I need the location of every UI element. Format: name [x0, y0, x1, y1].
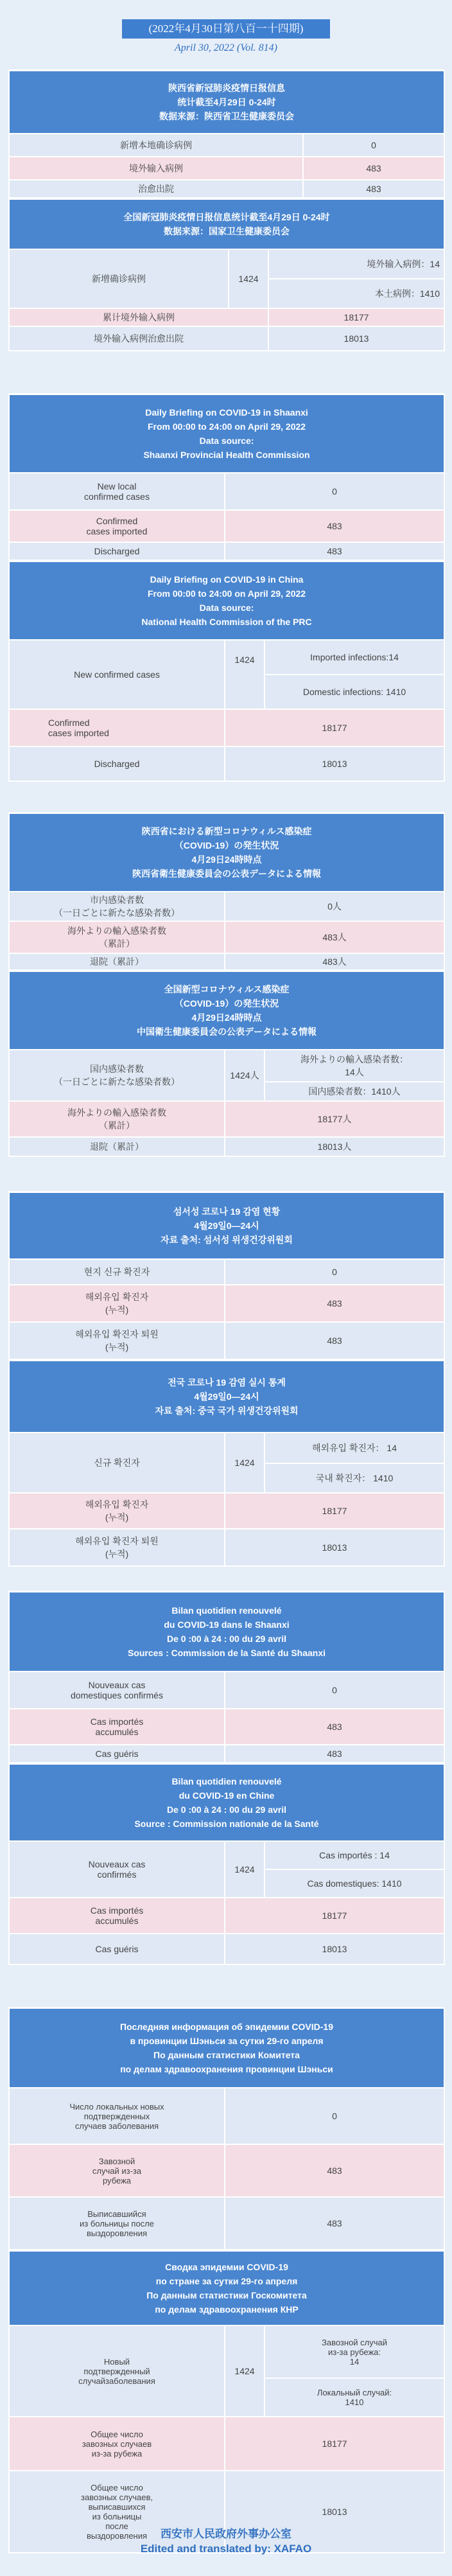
zh-shaanxi-title-1: 陕西省新冠肺炎疫情日报信息 — [168, 83, 285, 93]
en-china-row3-label: Discharged — [9, 746, 225, 781]
ko-china-header — [9, 1361, 444, 1433]
ru-shaanxi-row3-label — [9, 2197, 225, 2250]
ja-shaanxi-title-4: 陝西省衛生健康委員会の公表データによる情報 — [132, 869, 321, 879]
ru-china-title-3: По данным статистики Госкомитета — [146, 2290, 307, 2300]
ja-china-header — [9, 971, 444, 1050]
ja-shaanxi-row1-value: 0人 — [225, 892, 444, 921]
ko-shaanxi-row3-label — [9, 1322, 225, 1359]
ru-china-row2-label — [9, 2417, 225, 2471]
ru-shaanxi-title-1: Последняя информация об эпидемии COVID-19 — [120, 2022, 333, 2032]
en-china-row2-label-a: Confirmed — [48, 718, 90, 728]
ru-shaanxi-row2-label-a: Завозной — [98, 2156, 135, 2166]
fr-china-new-label-a: Nouveaux cas — [88, 1859, 146, 1869]
en-shaanxi-row2-value: 483 — [225, 510, 444, 542]
zh-china-row2-label: 累计境外输入病例 — [9, 308, 268, 326]
ko-china-row3-label — [9, 1529, 225, 1566]
ru-china-imported-a: Завозной случай — [322, 2337, 388, 2347]
ru-china-header — [9, 2251, 444, 2325]
table-row — [9, 953, 444, 970]
ja-china-imported-b: 14人 — [345, 1067, 364, 1077]
en-china-row2-label — [9, 709, 225, 746]
ru-china-row3-label-f: выздоровления — [86, 2531, 148, 2541]
fr-shaanxi-row1-label-b: domestiques confirmés — [71, 1690, 163, 1700]
table-row — [9, 1898, 444, 1934]
ja-china-imported-a: 海外よりの輸入感染者数： — [300, 1054, 408, 1064]
ko-shaanxi-title-1: 섬서성 코로나 19 감염 현황 — [173, 1206, 281, 1217]
ja-shaanxi-row2-label — [9, 921, 225, 953]
ko-china-new-value: 1424 — [225, 1433, 265, 1493]
table-row — [9, 640, 444, 675]
table-row — [9, 1322, 444, 1359]
fr-china-row2-value: 18177 — [225, 1898, 444, 1934]
ru-shaanxi-row1-value: 0 — [225, 2088, 444, 2144]
ja-shaanxi-row2-label-b: （累計） — [99, 939, 135, 949]
table-row — [9, 180, 444, 198]
ja-china-title-1: 全国新型コロナウィルス感染症 — [164, 984, 290, 994]
table-row — [9, 1137, 444, 1156]
en-china-new-value: 1424 — [225, 640, 265, 709]
fr-shaanxi-row1-label — [9, 1672, 225, 1709]
zh-shaanxi-row1-value: 0 — [303, 134, 444, 157]
table-row — [9, 249, 444, 279]
fr-china-title-1: Bilan quotidien renouvelé — [171, 1776, 282, 1786]
en-shaanxi-table — [8, 394, 445, 561]
ko-china-imported: 해외유입 확진자： 14 — [265, 1433, 444, 1463]
zh-shaanxi-row1-label: 新增本地确诊病例 — [9, 134, 303, 157]
ko-china-title-2: 4월29일0—24시 — [194, 1391, 259, 1402]
ko-china-row2-label-a: 해외유입 확진자 — [85, 1499, 149, 1510]
fr-china-row2-label-a: Cas importés — [90, 1905, 144, 1916]
ko-shaanxi-header — [9, 1192, 444, 1259]
ru-china-local-b: 1410 — [345, 2397, 364, 2407]
en-shaanxi-title-4: Shaanxi Provincial Health Commission — [143, 450, 310, 460]
ja-shaanxi-row1-label — [9, 892, 225, 921]
en-china-title-2: From 00:00 to 24:00 on April 29, 2022 — [147, 588, 306, 599]
en-china-title-4: National Health Commission of the PRC — [141, 617, 312, 627]
table-row — [9, 1493, 444, 1529]
en-china-title-3: Data source: — [199, 603, 254, 613]
en-shaanxi-row1-value: 0 — [225, 473, 444, 510]
fr-section — [8, 1591, 444, 1965]
fr-china-new-label — [9, 1841, 225, 1898]
zh-china-local: 本土病例：1410 — [268, 279, 444, 308]
table-row — [9, 1841, 444, 1869]
en-china-row2-value: 18177 — [225, 709, 444, 746]
fr-china-row2-label-b: accumulés — [95, 1916, 139, 1926]
en-shaanxi-row3-value: 483 — [225, 542, 444, 560]
ja-china-row3-label: 退院（累計） — [9, 1137, 225, 1156]
table-row — [9, 921, 444, 953]
fr-shaanxi-row2-value: 483 — [225, 1709, 444, 1745]
ko-china-local: 국내 확진자： 1410 — [265, 1463, 444, 1493]
ru-china-row2-label-b: завозных случаев — [82, 2439, 152, 2449]
ru-shaanxi-title-4: по делам здравоохранения провинции Шэньси — [120, 2064, 333, 2074]
ru-china-local — [265, 2378, 444, 2417]
table-row — [9, 510, 444, 542]
fr-china-title-4: Source : Commission nationale de la Santé — [134, 1819, 319, 1829]
ko-shaanxi-row1-value: 0 — [225, 1259, 444, 1285]
fr-china-table — [8, 1763, 445, 1965]
ru-shaanxi-row3-label-b: из больницы после — [79, 2218, 154, 2228]
ko-shaanxi-row2-label-a: 해외유입 확진자 — [85, 1292, 149, 1302]
en-china-row3-value: 18013 — [225, 746, 444, 781]
ru-shaanxi-table — [8, 2007, 445, 2250]
ru-china-title-2: по стране за сутки 29-го апреля — [155, 2276, 298, 2286]
zh-shaanxi-table — [8, 70, 445, 198]
ja-shaanxi-title-2: （COVID-19）の発生状況 — [174, 840, 279, 851]
ru-china-imported — [265, 2325, 444, 2378]
ru-shaanxi-row2-value: 483 — [225, 2144, 444, 2197]
ru-shaanxi-row3-label-a: Выписавшийся — [87, 2209, 146, 2219]
ru-china-row3-value: 18013 — [225, 2471, 444, 2553]
zh-china-new-value: 1424 — [229, 249, 268, 308]
table-row — [9, 2325, 444, 2378]
table-row — [9, 1285, 444, 1322]
ru-china-row2-label-c: из-за рубежа — [91, 2448, 143, 2458]
zh-china-title-1: 全国新冠肺炎疫情日报信息统计截至4月29日 0-24时 — [123, 212, 330, 222]
ja-shaanxi-header — [9, 813, 444, 892]
zh-china-imported: 境外输入病例：14 — [268, 249, 444, 279]
fr-china-title-2: du COVID-19 en Chine — [178, 1790, 275, 1801]
ja-shaanxi-row1-label-b: （一日ごとに新たな感染者数） — [54, 908, 180, 918]
zh-shaanxi-row3-value: 483 — [303, 180, 444, 198]
zh-china-row3-value: 18013 — [268, 326, 444, 351]
ko-china-row2-label-b: (누적) — [105, 1512, 129, 1522]
en-shaanxi-row2-label-a: Confirmed — [96, 516, 138, 526]
ko-shaanxi-row2-label — [9, 1285, 225, 1322]
ja-shaanxi-row2-label-a: 海外よりの輸入感染者数 — [67, 926, 166, 936]
en-china-local: Domestic infections: 1410 — [265, 675, 444, 709]
ko-china-row2-value: 18177 — [225, 1493, 444, 1529]
ko-china-title-3: 자료 출처: 중국 국가 위생건강위원회 — [155, 1406, 299, 1416]
ko-china-row3-label-b: (누적) — [105, 1549, 129, 1559]
fr-china-imported: Cas importés : 14 — [265, 1841, 444, 1869]
fr-china-new-value: 1424 — [225, 1841, 265, 1898]
fr-china-row3-label: Cas guéris — [9, 1934, 225, 1964]
ru-china-row3-label-b: завозных случаев, — [81, 2492, 153, 2502]
table-row — [9, 1745, 444, 1763]
fr-shaanxi-title-4: Sources : Commission de la Santé du Shaanxi — [127, 1648, 326, 1658]
ru-shaanxi-row2-label-c: рубежа — [102, 2175, 132, 2185]
ja-china-row3-value: 18013人 — [225, 1137, 444, 1156]
en-shaanxi-title-1: Daily Briefing on COVID-19 in Shaanxi — [145, 407, 308, 418]
ru-china-row2-label-a: Общее число — [91, 2429, 143, 2439]
ja-china-new-value: 1424人 — [225, 1050, 265, 1101]
ko-china-row3-label-a: 해외유입 확진자 퇴원 — [75, 1536, 159, 1546]
fr-china-header — [9, 1764, 444, 1841]
ja-china-local: 国内感染者数：1410人 — [265, 1082, 444, 1101]
en-shaanxi-row1-label-a: New local — [97, 481, 137, 491]
fr-shaanxi-row1-value: 0 — [225, 1672, 444, 1709]
ru-china-title-4: по делам здравоохранения КНР — [155, 2304, 299, 2315]
en-china-header — [9, 561, 444, 640]
table-row — [9, 473, 444, 510]
ja-shaanxi-table — [8, 813, 445, 971]
ko-shaanxi-title-2: 4월29일0—24시 — [194, 1221, 259, 1231]
table-row — [9, 1259, 444, 1285]
ru-china-row3-label-d: из больницы — [92, 2512, 142, 2521]
ru-china-row2-value: 18177 — [225, 2417, 444, 2471]
zh-section — [8, 69, 444, 351]
fr-shaanxi-row1-label-a: Nouveaux cas — [88, 1680, 146, 1690]
table-row — [9, 709, 444, 746]
en-shaanxi-row1-label-b: confirmed cases — [84, 491, 150, 502]
fr-shaanxi-title-1: Bilan quotidien renouvelé — [171, 1605, 282, 1616]
table-row — [9, 1433, 444, 1463]
en-china-title-1: Daily Briefing on COVID-19 in China — [150, 574, 304, 585]
ru-shaanxi-title-3: По данным статистики Комитета — [153, 2050, 300, 2060]
ru-china-table — [8, 2250, 445, 2554]
en-shaanxi-row2-label — [9, 510, 225, 542]
ru-china-local-a: Локальный случай: — [317, 2388, 392, 2397]
zh-china-row3-label: 境外输入病例治愈出院 — [9, 326, 268, 351]
ru-china-imported-b: из-за рубежа: — [328, 2347, 381, 2357]
ru-china-new-value: 1424 — [225, 2325, 265, 2417]
table-row — [9, 1050, 444, 1082]
table-row — [9, 1709, 444, 1745]
en-china-row2-label-b: cases imported — [48, 728, 109, 738]
en-section — [8, 393, 444, 782]
footer-office-name: 西安市人民政府外事办公室 — [161, 2528, 291, 2540]
ru-shaanxi-row1-label — [9, 2088, 225, 2144]
ja-shaanxi-row3-value: 483人 — [225, 953, 444, 970]
ja-china-new-label-b: （一日ごとに新たな感染者数） — [54, 1077, 180, 1087]
en-shaanxi-title-2: From 00:00 to 24:00 on April 29, 2022 — [147, 421, 306, 432]
fr-shaanxi-row2-label-a: Cas importés — [90, 1716, 144, 1727]
en-shaanxi-row1-label — [9, 473, 225, 510]
ru-shaanxi-row3-label-c: выздоровления — [86, 2228, 148, 2238]
ko-shaanxi-row2-value: 483 — [225, 1285, 444, 1322]
ja-shaanxi-title-1: 陝西省における新型コロナウィルス感染症 — [141, 826, 312, 836]
ru-shaanxi-title-2: в провинции Шэньси за сутки 29-го апреля — [130, 2036, 324, 2046]
table-row — [9, 2144, 444, 2197]
en-china-new-label: New confirmed cases — [9, 640, 225, 709]
ru-china-new-label-a: Новый — [103, 2356, 130, 2367]
ja-china-new-label-a: 国内感染者数 — [90, 1064, 144, 1074]
fr-china-local: Cas domestiques: 1410 — [265, 1869, 444, 1898]
ja-shaanxi-row1-label-a: 市内感染者数 — [90, 895, 144, 905]
ko-shaanxi-row3-label-a: 해외유입 확진자 퇴원 — [75, 1329, 159, 1339]
zh-china-row2-value: 18177 — [268, 308, 444, 326]
ko-china-new-label: 신규 확진자 — [9, 1433, 225, 1493]
zh-shaanxi-row2-label: 境外输入病例 — [9, 157, 303, 180]
ko-shaanxi-table — [8, 1192, 445, 1360]
table-row — [9, 892, 444, 921]
ja-china-new-label — [9, 1050, 225, 1101]
ko-shaanxi-title-3: 자료 출처: 섬서성 위생건강위원회 — [161, 1235, 293, 1245]
ko-shaanxi-row1-label: 현지 신규 확진자 — [9, 1259, 225, 1285]
issue-badge: (2022年4月30日第八百一十四期) — [122, 19, 330, 39]
ru-china-new-label-b: подтвержденный — [83, 2366, 150, 2376]
fr-china-title-3: De 0 :00 à 24 : 00 du 29 avril — [167, 1804, 286, 1815]
ru-china-row3-label-a: Общее число — [91, 2483, 143, 2492]
ja-china-row2-label-b: （累計） — [99, 1120, 135, 1131]
table-row — [9, 134, 444, 157]
ru-shaanxi-row1-label-b: подтвержденных — [83, 2111, 150, 2121]
table-row — [9, 1529, 444, 1566]
fr-shaanxi-row3-label: Cas guéris — [9, 1745, 225, 1763]
table-row — [9, 2088, 444, 2144]
ko-china-table — [8, 1360, 445, 1567]
zh-china-table — [8, 198, 445, 351]
zh-shaanxi-header — [9, 71, 444, 134]
ko-section — [8, 1191, 444, 1567]
zh-china-title-2: 数据来源：国家卫生健康委员会 — [164, 226, 290, 236]
ru-shaanxi-row1-label-c: случаев заболевания — [74, 2121, 159, 2131]
ja-shaanxi-title-3: 4月29日24時時点 — [191, 854, 262, 865]
table-row — [9, 542, 444, 560]
table-row — [9, 1101, 444, 1137]
ja-shaanxi-row2-value: 483人 — [225, 921, 444, 953]
ko-china-row3-value: 18013 — [225, 1529, 444, 1566]
fr-shaanxi-header — [9, 1592, 444, 1672]
ja-china-imported — [265, 1050, 444, 1082]
zh-shaanxi-row2-value: 483 — [303, 157, 444, 180]
fr-china-row3-value: 18013 — [225, 1934, 444, 1964]
fr-china-new-label-b: confirmés — [97, 1869, 137, 1880]
ru-shaanxi-row2-label — [9, 2144, 225, 2197]
table-row — [9, 326, 444, 351]
ja-china-row2-value: 18177人 — [225, 1101, 444, 1137]
ja-china-row2-label-a: 海外よりの輸入感染者数 — [67, 1107, 166, 1118]
table-row — [9, 2197, 444, 2250]
fr-shaanxi-row2-label-b: accumulés — [95, 1727, 139, 1737]
fr-shaanxi-title-2: du COVID-19 dans le Shaanxi — [164, 1619, 290, 1630]
fr-shaanxi-table — [8, 1591, 445, 1763]
ja-china-title-3: 4月29日24時時点 — [191, 1012, 262, 1023]
en-china-table — [8, 561, 445, 782]
ja-china-title-4: 中国衛生健康委員会の公表データによる情報 — [137, 1027, 317, 1037]
table-row — [9, 157, 444, 180]
ru-shaanxi-row3-value: 483 — [225, 2197, 444, 2250]
table-row — [9, 1934, 444, 1964]
fr-shaanxi-row3-value: 483 — [225, 1745, 444, 1763]
issue-date: April 30, 2022 (Vol. 814) — [175, 42, 277, 53]
en-shaanxi-header — [9, 394, 444, 473]
ko-china-row2-label — [9, 1493, 225, 1529]
ja-china-row2-label — [9, 1101, 225, 1137]
ko-shaanxi-row3-value: 483 — [225, 1322, 444, 1359]
en-china-imported: Imported infections:14 — [265, 640, 444, 675]
table-row — [9, 2417, 444, 2471]
fr-china-row2-label — [9, 1898, 225, 1934]
ja-section — [8, 812, 444, 1157]
zh-shaanxi-row3-label: 治愈出院 — [9, 180, 303, 198]
ru-section — [8, 2007, 444, 2554]
table-row — [9, 746, 444, 781]
ja-china-table — [8, 971, 445, 1157]
ru-shaanxi-row2-label-b: случай из-за — [92, 2166, 142, 2176]
table-row — [9, 308, 444, 326]
ru-china-row3-label-c: выписавшихся — [88, 2502, 146, 2512]
zh-china-new-label: 新增确诊病例 — [9, 249, 229, 308]
ru-shaanxi-header — [9, 2008, 444, 2088]
zh-china-header — [9, 199, 444, 249]
fr-shaanxi-row2-label — [9, 1709, 225, 1745]
ja-shaanxi-row3-label: 退院（累計） — [9, 953, 225, 970]
ru-china-new-label — [9, 2325, 225, 2417]
ru-china-title-1: Сводка эпидемии COVID-19 — [165, 2262, 288, 2272]
ko-shaanxi-row2-label-b: (누적) — [105, 1305, 129, 1315]
zh-shaanxi-title-3: 数据来源：陕西省卫生健康委员会 — [159, 111, 294, 121]
fr-shaanxi-title-3: De 0 :00 à 24 : 00 du 29 avril — [167, 1634, 286, 1644]
ru-shaanxi-row1-label-a: Число локальных новых — [69, 2101, 164, 2112]
table-row — [9, 1672, 444, 1709]
en-shaanxi-row3-label: Discharged — [9, 542, 225, 560]
footer-credit: Edited and translated by: XAFAO — [140, 2543, 312, 2555]
ko-china-title-1: 전국 코로나 19 감염 실시 통계 — [168, 1377, 286, 1388]
en-shaanxi-title-3: Data source: — [199, 436, 254, 446]
ru-china-imported-c: 14 — [349, 2356, 360, 2367]
en-shaanxi-row2-label-b: cases imported — [86, 526, 148, 536]
zh-shaanxi-title-2: 统计截至4月29日 0-24时 — [177, 97, 276, 107]
ru-china-new-label-c: случайзаболевания — [78, 2376, 155, 2386]
ja-china-title-2: （COVID-19）の発生状況 — [174, 998, 279, 1009]
ru-china-row3-label-e: после — [105, 2521, 128, 2531]
ko-shaanxi-row3-label-b: (누적) — [105, 1342, 129, 1352]
